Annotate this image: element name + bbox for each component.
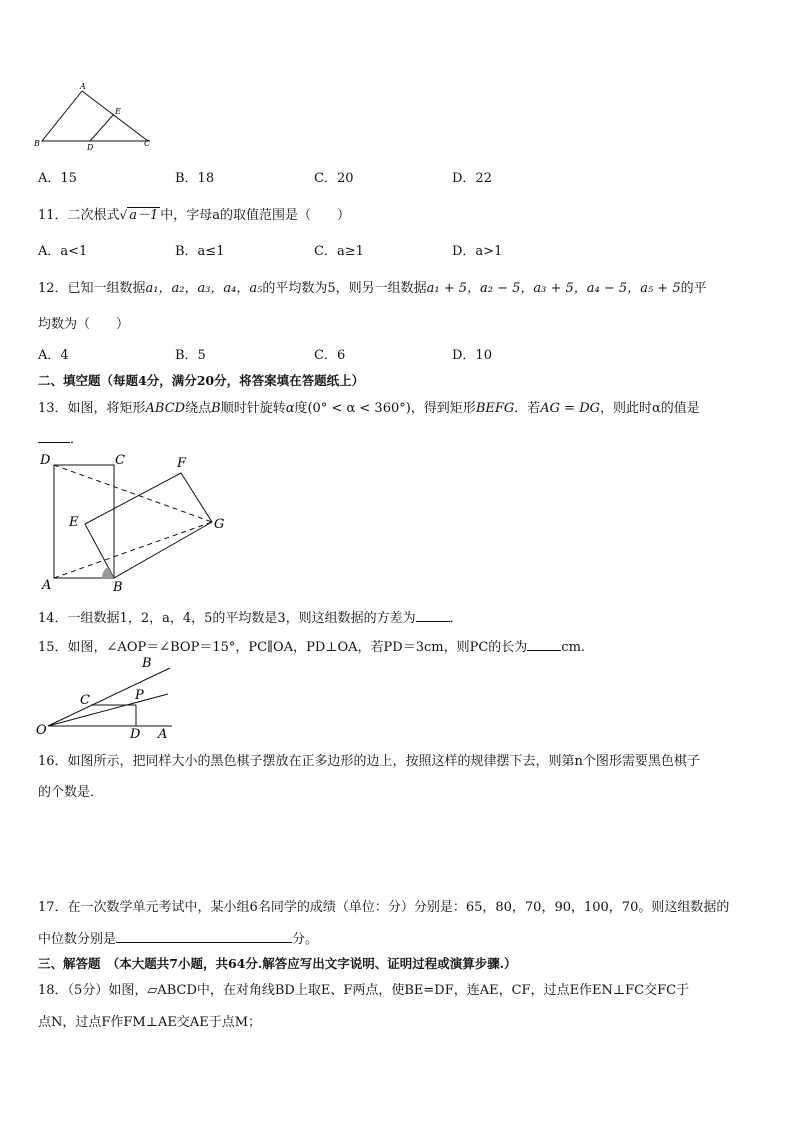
q10-option-b: B．18: [175, 171, 215, 186]
label-a: A: [80, 82, 86, 91]
q11-text-post: 中，字母a的取值范围是（ ）: [160, 208, 350, 223]
angle-bisector-figure: [34, 654, 179, 738]
label-e: E: [115, 107, 121, 116]
section-2-heading: 二、填空题（每题4分，满分20分，将答案填在答题纸上）: [38, 373, 365, 388]
q12-data1: a₁，a₂，a₃，a₄，a₅: [145, 281, 263, 296]
q17-text-end: 分。: [292, 932, 319, 947]
ray-op: [48, 694, 168, 726]
label-b: B: [142, 656, 152, 671]
q17-stem-line2: [38, 928, 318, 947]
label-b: B: [113, 580, 123, 595]
q12-option-c: C．6: [314, 348, 346, 363]
q13-text-5: ．若: [514, 401, 541, 416]
q13-text-6: ，则此时α的值是: [600, 401, 700, 416]
q13-condition: AG = DG: [540, 401, 601, 416]
q17-blank: [116, 930, 292, 943]
q13-stem: [38, 397, 700, 416]
q13-befg: BEFG: [475, 401, 515, 416]
q12-option-b: B．5: [175, 348, 206, 363]
q12-stem-line2: 均数为（ ）: [38, 317, 130, 332]
q13-text-3: 顺时针旋转: [220, 401, 286, 416]
q12-option-a: A．4: [38, 348, 69, 363]
label-b: B: [34, 139, 40, 148]
q13-abcd: ABCD: [145, 401, 186, 416]
rotated-rectangle-figure: [36, 452, 236, 598]
section-3-heading: 三、解答题 （本大题共7小题，共64分.解答应写出文字说明、证明过程或演算步骤.）: [38, 956, 517, 971]
q15-text: 15．如图，∠AOP＝∠BOP＝15°，PC∥OA，PD⊥OA，若PD＝3cm，则PC的长为: [38, 640, 528, 655]
q13-text-1: 13．如图，将矩形: [38, 401, 146, 416]
q18-stem-line1: 18．（5分）如图，▱ABCD中，在对角线BD上取E、F两点，使BE=DF，连AE，CF，过点E作EN⊥FC交FC于: [38, 983, 690, 998]
q15-end: cm.: [561, 640, 586, 655]
ray-ob: [48, 668, 170, 726]
dashed-ag: [54, 522, 212, 578]
q11-stem: 11．二次根式√ a－1 中，字母a的取值范围是（ ）: [38, 208, 350, 223]
q13-b: B: [211, 401, 221, 416]
rectangle-befg: [85, 473, 212, 578]
q11-radicand: a－1: [129, 208, 159, 223]
q17-text-pre: 中位数分别是: [38, 932, 117, 947]
q16-stem-line2: 的个数是．: [38, 785, 104, 800]
q13-alpha: α: [285, 401, 295, 416]
q12-text-mid: 的平均数为5，则另一组数据: [262, 281, 427, 296]
q11-option-a: A．a<1: [38, 244, 88, 259]
q16-stem-line1: 16．如图所示，把同样大小的黑色棋子摆放在正多边形的边上，按照这样的规律摆下去，则第n个图形需要黑色棋子: [38, 754, 700, 769]
triangle-abc: [42, 91, 148, 141]
q14-end: ．: [449, 611, 463, 626]
label-c: C: [115, 453, 125, 468]
segment-de: [90, 114, 114, 141]
label-c: C: [144, 139, 151, 148]
label-o: O: [36, 723, 47, 738]
label-g: G: [214, 517, 225, 532]
q18-stem-line2: 点N，过点F作FM⊥AE交AE于点M；: [38, 1015, 262, 1030]
triangle-figure: [30, 80, 160, 152]
q11-option-c: C．a≥1: [314, 244, 364, 259]
q15-stem: [38, 636, 585, 655]
q14-blank: [416, 609, 450, 622]
q12-data2: a₁ + 5，a₂ − 5，a₃ + 5，a₄ − 5，a₅ + 5: [426, 281, 681, 296]
angle-marker: [102, 567, 114, 578]
label-d: D: [87, 143, 94, 152]
q12-text-pre: 12．已知一组数据: [38, 281, 146, 296]
q13-answer-line: [38, 428, 83, 447]
q15-blank: [527, 638, 561, 651]
q12-option-d: D．10: [452, 348, 492, 363]
q14-stem: [38, 607, 463, 626]
q17-stem-line1: 17．在一次数学单元考试中，某小组6名同学的成绩（单位：分）分别是：65，80，70，90，100，70。则这组数据的: [38, 900, 730, 915]
q13-period: ．: [70, 432, 84, 447]
label-e: E: [69, 515, 79, 530]
dashed-dg: [54, 465, 212, 522]
q13-text-4: 度(0° < α < 360°)，得到矩形: [294, 401, 476, 416]
label-c: C: [80, 693, 90, 708]
q13-text-2: 绕点: [185, 401, 212, 416]
q13-blank: [38, 430, 70, 443]
q11-text-pre: 11．二次根式: [38, 208, 120, 223]
label-p: P: [135, 688, 144, 703]
q10-option-a: A．15: [38, 171, 77, 186]
q10-option-d: D．22: [452, 171, 492, 186]
q12-stem-line1: [38, 277, 707, 296]
q11-option-b: B．a≤1: [175, 244, 225, 259]
label-d: D: [40, 453, 51, 468]
q14-text: 14．一组数据1，2，a，4，5的平均数是3，则这组数据的方差为: [38, 611, 416, 626]
label-d: D: [130, 727, 141, 738]
label-f: F: [177, 456, 187, 471]
label-a: A: [158, 727, 168, 738]
q12-text-end: 的平: [680, 281, 707, 296]
q11-option-d: D．a>1: [452, 244, 503, 259]
label-a: A: [42, 578, 52, 593]
q10-option-c: C．20: [314, 171, 354, 186]
